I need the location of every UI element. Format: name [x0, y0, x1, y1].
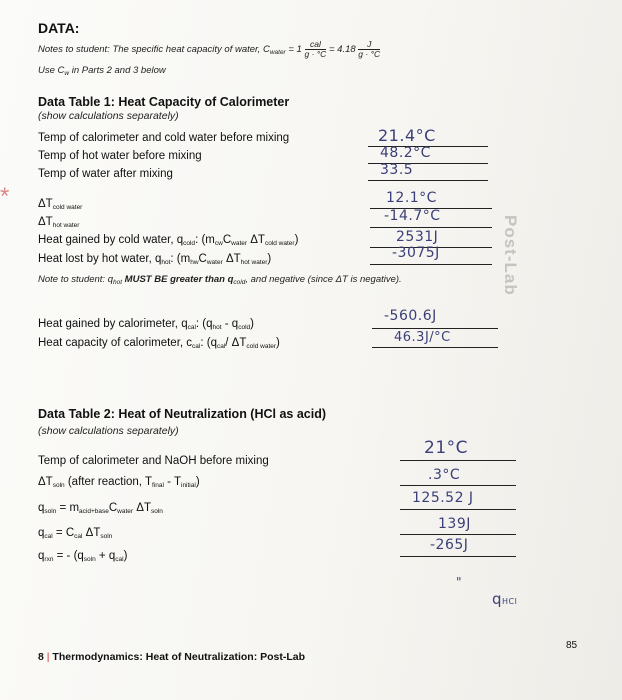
footer-separator: | [46, 651, 50, 663]
t1-value: 48.2°C [380, 145, 431, 161]
specific-heat-note [38, 40, 380, 59]
t1-row-label: $\Delta T_{hot water}$ [38, 216, 80, 229]
t1-value: 2531J [396, 229, 439, 245]
answer-line [400, 509, 516, 510]
page-corner-number: 85 [566, 640, 578, 651]
t2-value: 139J [438, 516, 471, 532]
qhot-note: Note to student: $q_{hot}$ MUST BE greater than $q_{cold}$, and negative (since ΔT is negative). [38, 274, 402, 286]
calorimeter-heat-label: Heat gained by calorimeter, $q_{cal}$: $(q_{hot} - q_{cold})$ [38, 318, 254, 331]
post-lab-side-label: Post-Lab [501, 215, 520, 296]
note-text: Notes to student: The specific heat capacity of water, C [38, 44, 270, 56]
t1-row-label: Heat gained by cold water, $q_{cold}$: ($m_{cw}C_{water}$ $\Delta T_{cold water}$) [38, 234, 299, 247]
calorimeter-capacity-label: Heat capacity of calorimeter, $c_{cal}$: ($q_{cal}/$ $\Delta T_{cold water}$) [38, 337, 280, 350]
t1-row-label: $\Delta T_{cold water}$ [38, 198, 83, 211]
t1-value: 21.4°C [378, 126, 436, 145]
t2-row-label: $q_{soln} = m_{acid+base}C_{water}$ $\Delta T_{soln}$ [38, 502, 163, 515]
t1-row-label: Temp of water after mixing [38, 168, 173, 180]
t2-value: 125.52 J [412, 490, 474, 506]
footer-page-number: 8 [38, 651, 44, 663]
table1-title: Data Table 1: Heat Capacity of Calorimeter [38, 95, 290, 109]
note-eq1: = 1 [288, 44, 302, 56]
t1-value: -14.7°C [384, 208, 441, 224]
t1-value: 33.5 [380, 162, 414, 178]
margin-star-mark: * [0, 183, 10, 210]
answer-line [370, 264, 492, 265]
calorimeter-heat-value: -560.6J [384, 308, 437, 324]
t1-row-label: Temp of hot water before mixing [38, 150, 202, 162]
answer-line [400, 534, 516, 535]
t2-value: -265J [430, 537, 469, 553]
table2-title: Data Table 2: Heat of Neutralization (HCl as acid) [38, 407, 327, 421]
t1-value: -3075J [392, 245, 440, 261]
t2-value: 21°C [424, 438, 469, 458]
t1-value: 12.1°C [386, 190, 437, 206]
answer-line [400, 460, 516, 461]
note-eq2: = 4.18 [328, 44, 356, 56]
t2-value: .3°C [428, 467, 461, 483]
use-cw-note: Use $C_w$ in Parts 2 and 3 below [38, 65, 166, 77]
scribble-mark: " [456, 575, 463, 589]
calorimeter-capacity-value: 46.3J/°C [394, 330, 451, 345]
table1-subtitle: (show calculations separately) [38, 110, 179, 122]
t2-row-label: $q_{cal} = C_{cal}$ $\Delta T_{soln}$ [38, 527, 113, 540]
t2-row-label: $q_{rxn}$ = - $(q_{soln} + q_{cal})$ [38, 550, 128, 563]
t1-row-label: Heat lost by hot water, $q_{hot}$: ($m_{hw}C_{water}$ $\Delta T_{hot water}$) [38, 253, 272, 266]
t2-row-label: Temp of calorimeter and NaOH before mixing [38, 455, 269, 467]
answer-line [400, 556, 516, 557]
t2-row-label: $\Delta T_{soln}$ (after reaction, $T_{final} - T_{initial}$) [38, 476, 200, 489]
note-sub: water [269, 49, 286, 57]
answer-line [400, 485, 516, 486]
q-hcl-scribble: qHCl [492, 590, 518, 608]
answer-line [372, 347, 498, 348]
table2-subtitle: (show calculations separately) [38, 425, 179, 437]
fraction-joule: $\frac{J}{g \cdot ^\circ C}$ [358, 39, 381, 59]
answer-line [370, 227, 492, 228]
t1-row-label: Temp of calorimeter and cold water before mixing [38, 132, 290, 144]
data-heading: DATA: [38, 20, 80, 36]
footer [38, 651, 305, 663]
fraction-cal: $\frac{\text{cal}}{g \cdot ^\circ C}$ [304, 39, 327, 59]
answer-line [368, 180, 488, 181]
footer-title: Thermodynamics: Heat of Neutralization: Post-Lab [52, 651, 306, 663]
answer-line [372, 328, 498, 329]
